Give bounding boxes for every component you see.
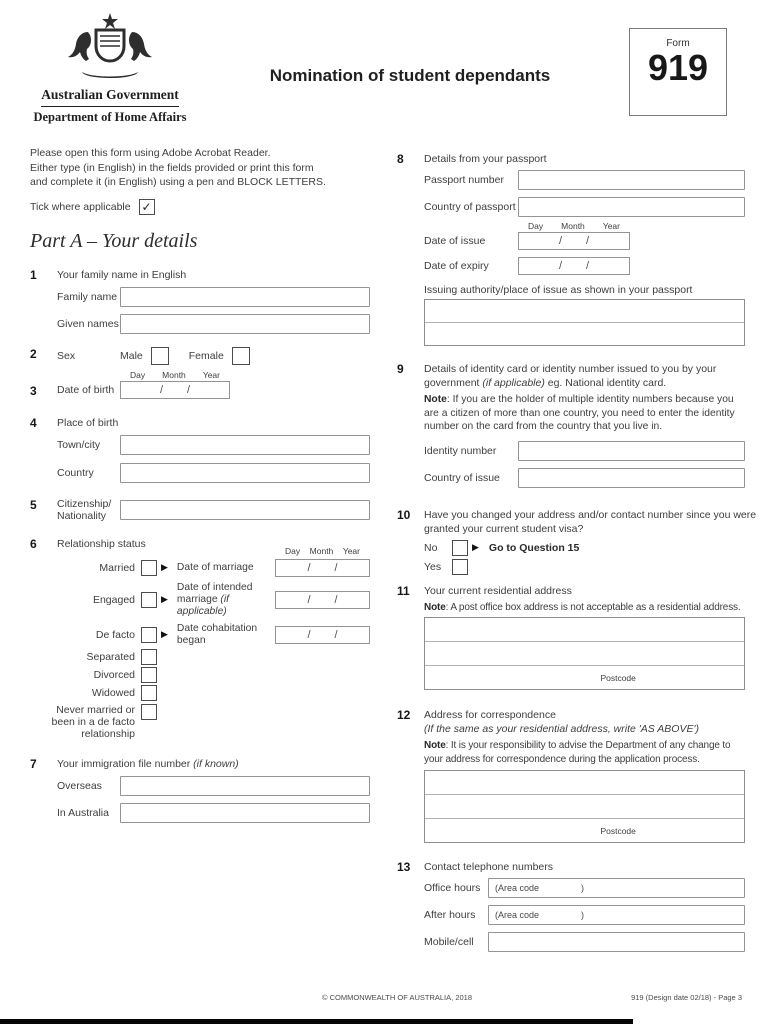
correspondence-address-input[interactable] (424, 770, 745, 843)
question-9 (397, 362, 745, 488)
widowed-label: Widowed (91, 686, 135, 699)
arrow-icon: ▶ (472, 542, 479, 552)
defacto-label: De facto (95, 628, 135, 641)
mobile-cell-label: Mobile/cell (424, 936, 474, 948)
divorced-row (57, 667, 370, 683)
question-4 (30, 416, 370, 483)
date-of-marriage-label: Date of marriage (176, 561, 254, 573)
birth-country-input[interactable] (120, 463, 370, 483)
date-of-issue-input[interactable]: / / (518, 232, 630, 250)
sex-label: Sex (57, 349, 76, 362)
separated-label: Separated (86, 650, 135, 663)
given-names-input[interactable] (120, 314, 370, 334)
question-2 (30, 347, 370, 365)
year-label: Year (202, 369, 220, 380)
q6-number: 6 (30, 536, 37, 551)
passport-number-input[interactable] (518, 170, 745, 190)
page-title: Nomination of student dependants (269, 66, 551, 85)
gov-title: Australian Government (41, 87, 179, 107)
question-11 (397, 584, 745, 691)
residential-address-row-1[interactable] (425, 618, 744, 641)
married-label: Married (99, 561, 135, 574)
q12-text-italic: (If the same as your residential address, write 'AS ABOVE') (424, 723, 699, 735)
section-title: Part A – Your details (30, 229, 198, 252)
tick-mark: ✓ (141, 199, 152, 214)
form-number: 919 (647, 47, 709, 88)
dob-label: Date of birth (57, 383, 115, 396)
defacto-row (57, 623, 370, 647)
government-branding (28, 12, 192, 125)
q8-number: 8 (397, 152, 404, 166)
intro-instructions (30, 146, 370, 190)
date-of-intended-marriage-input[interactable]: / / (275, 591, 370, 609)
q5-number: 5 (30, 497, 37, 512)
date-of-marriage-input[interactable]: / / (275, 559, 370, 577)
day-label: Day (130, 369, 146, 380)
female-label: Female (188, 349, 224, 362)
question-1 (30, 268, 370, 334)
issuing-authority-row-1[interactable] (425, 300, 744, 322)
area-code-label: (Area code (495, 910, 540, 920)
relationship-date-header: Day Month Year (285, 545, 360, 556)
q10-text-line1: Have you changed your address and/or contact number since you were (424, 508, 757, 521)
office-hours-label: Office hours (424, 882, 481, 894)
question-6 (30, 537, 370, 740)
never-married-checkbox[interactable] (141, 704, 157, 720)
q9-number: 9 (397, 362, 404, 376)
q12-text: Address for correspondence (424, 709, 556, 721)
engaged-checkbox[interactable] (141, 592, 157, 608)
dept-title: Department of Home Affairs (33, 110, 187, 124)
left-column (30, 140, 370, 823)
identity-number-input[interactable] (518, 441, 745, 461)
q9-note: Note: If you are the holder of multiple identity numbers because you are a citizen of more than one country, you need to enter the identity number on the card from the country that you live in. (424, 394, 735, 432)
q11-note: Note: A post office box address is not acceptable as a residential address. (424, 601, 741, 613)
footer-page-info: 919 (Design date 02/18) - Page 3 (631, 993, 742, 1002)
citizenship-input[interactable] (120, 500, 370, 520)
month-label: Month (162, 369, 186, 380)
q4-number: 4 (30, 415, 37, 430)
given-names-label: Given names (57, 317, 119, 330)
family-name-label: Family name (57, 290, 118, 303)
date-of-issue-label: Date of issue (424, 235, 486, 247)
q4-text: Place of birth (57, 416, 119, 429)
issue-country-input[interactable] (518, 468, 745, 488)
divorced-label: Divorced (93, 668, 135, 681)
separated-row (57, 649, 370, 665)
married-checkbox[interactable] (141, 560, 157, 576)
intro-line-1: Please open this form using Adobe Acrobat Reader. (30, 147, 271, 159)
q10-text-line2: granted your current student visa? (424, 522, 584, 535)
residential-address-postcode-row[interactable] (425, 665, 744, 689)
australia-file-input[interactable] (120, 803, 370, 823)
mobile-cell-input[interactable] (488, 932, 745, 952)
postcode-label: Postcode (600, 672, 636, 683)
office-hours-input[interactable]: (Area code ) (488, 878, 745, 898)
q9-text-line2: government (if applicable) eg. National identity card. (424, 377, 667, 389)
question-13 (397, 860, 745, 952)
married-row (57, 559, 370, 577)
right-column (397, 140, 757, 952)
form-label: Form (666, 38, 690, 49)
question-10 (397, 507, 757, 575)
intro-line-3: and complete it (in English) using a pen and BLOCK LETTERS. (30, 176, 326, 188)
male-checkbox[interactable] (151, 347, 169, 365)
issuing-authority-input[interactable] (424, 299, 745, 346)
q1-number: 1 (30, 267, 37, 282)
passport-date-header: Day Month Year (528, 221, 620, 231)
issuing-authority-row-2[interactable] (425, 322, 744, 345)
date-of-intended-marriage-label: Date of intended marriage (if applicable) (176, 581, 253, 617)
q13-number: 13 (397, 860, 411, 874)
tick-label: Tick where applicable (30, 200, 131, 213)
q2-number: 2 (30, 346, 37, 361)
footer-copyright: © COMMONWEALTH OF AUSTRALIA, 2018 (322, 993, 472, 1002)
never-married-row (51, 703, 370, 740)
arrow-icon: ▶ (161, 629, 168, 639)
no-label: No (424, 541, 438, 554)
widowed-row (57, 685, 370, 701)
coat-of-arms-icon (28, 12, 192, 86)
tick-example-checkbox (139, 199, 155, 215)
residential-address-row-2[interactable] (425, 641, 744, 665)
after-hours-label: After hours (424, 909, 476, 921)
separated-checkbox[interactable] (141, 649, 157, 665)
question-12 (397, 708, 745, 843)
after-hours-input[interactable]: (Area code ) (488, 905, 745, 925)
identity-number-label: Identity number (424, 444, 497, 457)
no-checkbox[interactable] (452, 540, 468, 556)
in-australia-label: In Australia (57, 806, 109, 819)
defacto-checkbox[interactable] (141, 627, 157, 643)
q3-number: 3 (30, 383, 37, 398)
q12-number: 12 (397, 708, 411, 722)
question-7 (30, 757, 370, 823)
divorced-checkbox[interactable] (141, 667, 157, 683)
question-8 (397, 152, 745, 346)
correspondence-address-postcode-row[interactable] (425, 818, 744, 842)
dob-input[interactable]: / / (120, 381, 230, 399)
male-label: Male (120, 349, 143, 362)
yes-label: Yes (424, 560, 442, 573)
never-married-label: Never married or been in a de facto relationship (51, 703, 135, 740)
q10-yes-row (424, 559, 745, 575)
date-of-expiry-label: Date of expiry (424, 260, 489, 272)
scan-edge-artifact (0, 1019, 633, 1024)
q1-text: Your family name in English (57, 268, 187, 281)
engaged-row (57, 582, 370, 618)
q11-number: 11 (397, 583, 410, 598)
passport-number-label: Passport number (424, 174, 504, 186)
area-code-label: (Area code (495, 883, 540, 893)
birth-country-label: Country (57, 466, 94, 479)
q10-number: 10 (397, 507, 411, 522)
q9-text-line1: Details of identity card or identity number issued to you by your (424, 363, 717, 375)
arrow-icon: ▶ (161, 594, 168, 604)
correspondence-address-row-2[interactable] (425, 794, 744, 818)
q13-text: Contact telephone numbers (424, 861, 553, 873)
date-cohabitation-input[interactable]: / / (275, 626, 370, 644)
postcode-label: Postcode (600, 825, 636, 836)
town-city-label: Town/city (57, 438, 101, 451)
citizenship-label: Citizenship/ Nationality (57, 497, 112, 522)
widowed-checkbox[interactable] (141, 685, 157, 701)
q11-text: Your current residential address (424, 584, 572, 597)
issue-country-label: Country of issue (424, 471, 500, 484)
passport-country-input[interactable] (518, 197, 745, 217)
goto-question-15: Go to Question 15 (488, 541, 580, 554)
passport-country-label: Country of passport (424, 201, 516, 213)
q10-no-row (424, 540, 745, 556)
overseas-file-input[interactable] (120, 776, 370, 796)
question-3 (30, 370, 370, 399)
town-city-input[interactable] (120, 435, 370, 455)
intro-line-2: Either type (in English) in the fields provided or print this form (30, 161, 314, 174)
q8-text: Details from your passport (424, 153, 547, 165)
engaged-label: Engaged (92, 593, 135, 606)
correspondence-address-row-1[interactable] (425, 771, 744, 794)
yes-checkbox[interactable] (452, 559, 468, 575)
date-of-expiry-input[interactable]: / / (518, 257, 630, 275)
arrow-icon: ▶ (161, 562, 168, 572)
q7-text: Your immigration file number (if known) (57, 757, 239, 770)
q7-number: 7 (30, 756, 37, 771)
female-checkbox[interactable] (232, 347, 250, 365)
q12-note: Note: It is your responsibility to advise the Department of any change to your address for correspondence during the application process. (424, 740, 731, 765)
residential-address-input[interactable] (424, 617, 745, 690)
form-number-box (629, 28, 727, 116)
issuing-authority-label: Issuing authority/place of issue as shown in your passport (424, 284, 693, 296)
q6-text: Relationship status (57, 537, 146, 550)
tick-where-applicable (30, 199, 370, 215)
question-5 (30, 498, 370, 523)
date-cohabitation-label: Date cohabitation began (176, 622, 258, 646)
overseas-label: Overseas (57, 779, 102, 792)
family-name-input[interactable] (120, 287, 370, 307)
dob-date-header (120, 370, 230, 381)
